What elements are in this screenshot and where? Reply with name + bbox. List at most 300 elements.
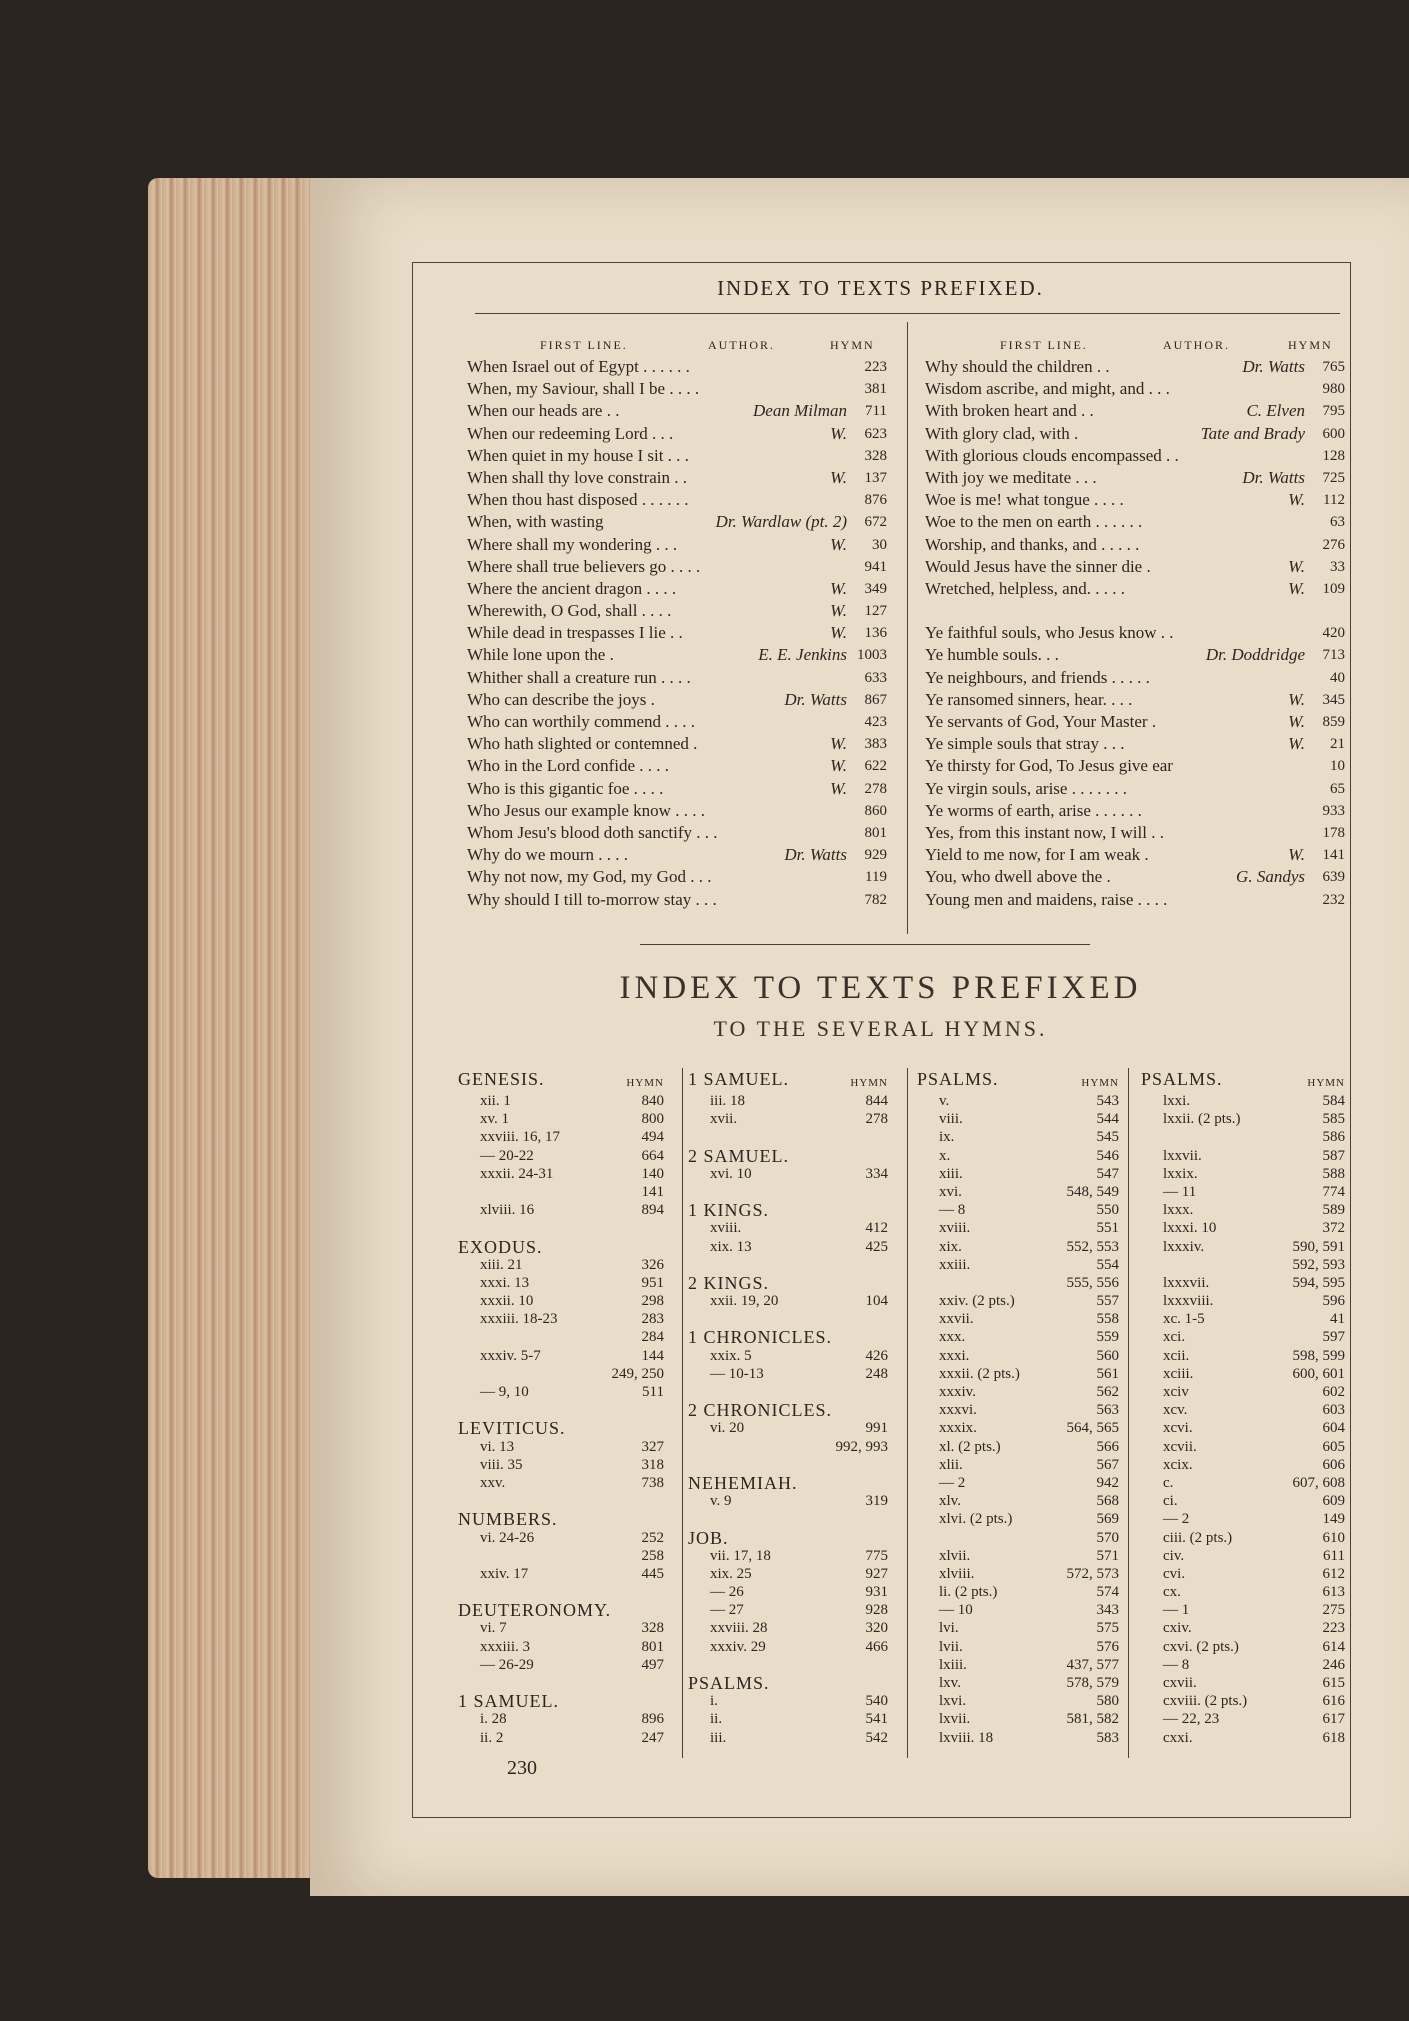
author-name: W. [1288, 490, 1305, 510]
text-reference-row [458, 1310, 664, 1328]
book-name: 1 SAMUEL. [458, 1691, 560, 1712]
hymn-number: 590, 591 [1292, 1238, 1345, 1255]
hymn-number: 466 [865, 1638, 888, 1655]
first-line-text: Wherewith, O God, shall . . . . [467, 601, 672, 621]
text-reference-row [458, 1438, 664, 1456]
index-row [925, 844, 1345, 866]
book-heading [458, 1692, 664, 1710]
hymn-number: 284 [641, 1329, 664, 1346]
hymn-number: 664 [641, 1147, 664, 1164]
text-reference-row [458, 1529, 664, 1547]
section-rule [640, 944, 1090, 945]
text-reference-row [688, 1492, 888, 1510]
text-reference-row [1141, 1729, 1345, 1747]
scripture-reference: lxviii. 18 [939, 1729, 994, 1746]
text-reference-row [688, 1183, 888, 1201]
scripture-reference: cvi. [1163, 1565, 1186, 1582]
hymn-number: 552, 553 [1066, 1238, 1119, 1255]
first-line-text: Why not now, my God, my God . . . [467, 867, 712, 887]
text-reference-row [917, 1529, 1119, 1547]
text-reference-row [688, 1583, 888, 1601]
scripture-reference: xxii. 19, 20 [710, 1293, 779, 1310]
text-reference-row [917, 1456, 1119, 1474]
first-line-text: When thou hast disposed . . . . . . [467, 490, 689, 510]
hymn-number: 112 [1323, 492, 1345, 509]
text-reference-row [917, 1510, 1119, 1528]
scripture-reference: lxvi. [939, 1693, 967, 1710]
hymn-number: 586 [1322, 1129, 1345, 1146]
text-reference-row [458, 1256, 664, 1274]
hymn-number: 725 [1322, 469, 1345, 486]
index-row [467, 445, 887, 467]
text-reference-row [458, 1474, 664, 1492]
text-reference-row [458, 1565, 664, 1583]
book-heading [458, 1238, 664, 1256]
text-reference-row [917, 1583, 1119, 1601]
hymn-number: 104 [865, 1293, 888, 1310]
texts-column-1 [458, 1070, 664, 1747]
author-name: W. [830, 778, 847, 798]
hymn-number: 246 [1322, 1656, 1345, 1673]
first-line-text: Where shall my wondering . . . [467, 534, 678, 554]
text-reference-row [688, 1383, 888, 1401]
author-name: Dr. Doddridge [1205, 645, 1305, 665]
hymn-number: 598, 599 [1292, 1347, 1345, 1364]
hymn-number: 232 [1322, 891, 1345, 908]
text-reference-row [688, 1692, 888, 1710]
hymn-number: 560 [1096, 1347, 1119, 1364]
book-heading [458, 1070, 664, 1092]
author-name: W. [830, 423, 847, 443]
index-row [467, 556, 887, 578]
text-reference-row [458, 1619, 664, 1637]
author-name: Dr. Watts [784, 689, 847, 709]
scripture-reference: cxxi. [1163, 1729, 1193, 1746]
text-reference-row [1141, 1347, 1345, 1365]
scripture-reference: vii. 17, 18 [710, 1547, 771, 1564]
hymn-number: 563 [1096, 1402, 1119, 1419]
text-reference-row [917, 1365, 1119, 1383]
scripture-reference: xxiv. (2 pts.) [939, 1293, 1015, 1310]
text-reference-row [688, 1419, 888, 1437]
first-line-text: You, who dwell above the . [925, 867, 1111, 887]
text-reference-row [917, 1219, 1119, 1237]
first-line-text: Ye simple souls that stray . . . [925, 734, 1125, 754]
book-name: 1 CHRONICLES. [688, 1327, 833, 1348]
text-reference-row [1141, 1383, 1345, 1401]
scripture-reference: xxvii. [939, 1311, 974, 1328]
hymn-number: 248 [865, 1365, 888, 1382]
text-reference-row [688, 1310, 888, 1328]
hymn-number: 555, 556 [1066, 1274, 1119, 1291]
text-reference-row [688, 1456, 888, 1474]
first-line-text: Woe is me! what tongue . . . . [925, 490, 1124, 510]
text-reference-row [1141, 1510, 1345, 1528]
scripture-reference: civ. [1163, 1547, 1185, 1564]
first-line-text: Worship, and thanks, and . . . . . [925, 534, 1140, 554]
hymn-column-header: HYMN [626, 1077, 664, 1089]
hymn-number: 801 [641, 1638, 664, 1655]
text-reference-row [1141, 1619, 1345, 1637]
hymn-number: 594, 595 [1292, 1274, 1345, 1291]
first-line-text: Woe to the men on earth . . . . . . [925, 512, 1143, 532]
scripture-reference: xxix. 5 [710, 1347, 752, 1364]
index-row [925, 467, 1345, 489]
hymn-number: 383 [864, 736, 887, 753]
hymn-number: 141 [641, 1183, 664, 1200]
hymn-number: 584 [1322, 1093, 1345, 1109]
book-name: DEUTERONOMY. [458, 1600, 612, 1621]
scripture-reference: vi. 13 [480, 1438, 515, 1455]
scripture-reference: — 27 [710, 1602, 744, 1619]
text-reference-row [1141, 1147, 1345, 1165]
text-reference-row [458, 1110, 664, 1128]
book-name: PSALMS. [917, 1069, 999, 1089]
index-row [467, 689, 887, 711]
hymn-number: 609 [1322, 1493, 1345, 1510]
scripture-reference: iii. 18 [710, 1093, 746, 1109]
first-line-text: When, with wasting [467, 512, 604, 532]
first-line-text: Wretched, helpless, and. . . . . [925, 578, 1125, 598]
hymn-number: 548, 549 [1066, 1183, 1119, 1200]
hymn-number: 600 [1322, 425, 1345, 442]
text-reference-row [917, 1565, 1119, 1583]
hymn-number: 928 [865, 1602, 888, 1619]
scripture-reference: v. [939, 1093, 950, 1109]
index-row [925, 622, 1345, 644]
hymn-number: 423 [864, 714, 887, 730]
hymn-number: 581, 582 [1066, 1711, 1119, 1728]
hymn-number: 223 [1322, 1620, 1345, 1637]
text-reference-row [1141, 1292, 1345, 1310]
first-line-text: Ye humble souls. . . [925, 645, 1059, 665]
scripture-reference: xxx. [939, 1329, 966, 1346]
scripture-reference: lxxxi. 10 [1163, 1220, 1217, 1237]
first-line-text: Ye ransomed sinners, hear. . . . [925, 689, 1133, 709]
scripture-reference: — 26-29 [480, 1656, 534, 1673]
index-row [925, 511, 1345, 533]
scripture-reference: xlviii. 16 [480, 1202, 535, 1219]
book-name: PSALMS. [1141, 1069, 1223, 1089]
scripture-reference: xiii. [939, 1165, 963, 1182]
scripture-reference: cxviii. (2 pts.) [1163, 1693, 1248, 1710]
hymn-number: 585 [1322, 1111, 1345, 1128]
hymn-number: 929 [864, 847, 887, 864]
text-reference-row [1141, 1438, 1345, 1456]
hymn-number: 588 [1322, 1165, 1345, 1182]
index-row [467, 511, 887, 533]
text-reference-row [688, 1238, 888, 1256]
hymn-number: 343 [1096, 1602, 1119, 1619]
hymn-number: 320 [865, 1620, 888, 1637]
hymn-number: 592, 593 [1292, 1256, 1345, 1273]
scripture-reference: xxviii. 16, 17 [480, 1129, 561, 1146]
hymn-number: 558 [1096, 1311, 1119, 1328]
hymn-number: 10 [1330, 758, 1345, 775]
scripture-reference: viii. [939, 1111, 963, 1128]
hymn-number: 542 [865, 1729, 888, 1746]
text-reference-row [917, 1692, 1119, 1710]
hymn-number: 610 [1322, 1529, 1345, 1546]
book-heading [458, 1510, 664, 1528]
index-row [925, 733, 1345, 755]
text-reference-row [688, 1729, 888, 1747]
running-head: INDEX TO TEXTS PREFIXED. [717, 276, 1044, 300]
hymn-number: 622 [864, 758, 887, 775]
hymn-number: 587 [1322, 1147, 1345, 1164]
text-reference-row [1141, 1565, 1345, 1583]
hymn-number: 258 [641, 1547, 664, 1564]
index-row [467, 711, 887, 733]
scripture-reference: xviii. [939, 1220, 971, 1237]
text-reference-row [458, 1201, 664, 1219]
author-name: W. [1288, 845, 1305, 865]
index-row [925, 644, 1345, 666]
scripture-reference: lxxix. [1163, 1165, 1198, 1182]
hymn-number: 738 [641, 1474, 664, 1491]
hymn-number: 41 [1330, 1311, 1345, 1328]
text-reference-row [688, 1110, 888, 1128]
hymn-number: 576 [1096, 1638, 1119, 1655]
hymn-number: 596 [1322, 1293, 1345, 1310]
index-row [925, 755, 1345, 777]
index-row [467, 489, 887, 511]
header-rule [475, 313, 1340, 314]
index-row [467, 800, 887, 822]
hymn-number: 613 [1322, 1584, 1345, 1601]
hymn-number: 349 [864, 580, 887, 597]
hymn-number: 319 [865, 1493, 888, 1510]
hymn-number: 119 [865, 869, 887, 886]
hymn-number: 860 [864, 802, 887, 819]
scripture-reference: xcvi. [1163, 1420, 1193, 1437]
hymn-number: 775 [865, 1547, 888, 1564]
text-reference-row [458, 1092, 664, 1110]
hymn-number: 765 [1322, 359, 1345, 375]
texts-column-divider [682, 1068, 683, 1758]
index-row [925, 778, 1345, 800]
text-reference-row [1141, 1492, 1345, 1510]
first-line-text: When our heads are . . [467, 401, 620, 421]
author-name: W. [830, 601, 847, 621]
first-line-text: Ye thirsty for God, To Jesus give ear [925, 756, 1173, 776]
text-reference-row [1141, 1710, 1345, 1728]
scripture-reference: — 10-13 [710, 1365, 764, 1382]
scripture-reference: xlv. [939, 1493, 961, 1510]
scripture-reference: — 2 [939, 1474, 966, 1491]
index-row [925, 445, 1345, 467]
hymn-number: 927 [865, 1565, 888, 1582]
text-reference-row [458, 1219, 664, 1237]
hymn-number: 318 [641, 1456, 664, 1473]
book-heading [688, 1274, 888, 1292]
text-reference-row [917, 1656, 1119, 1674]
scripture-reference: — 20-22 [480, 1147, 534, 1164]
text-reference-row [688, 1092, 888, 1110]
text-reference-row [1141, 1328, 1345, 1346]
scripture-reference: i. [710, 1693, 718, 1710]
first-line-text: Whom Jesu's blood doth sanctify . . . [467, 822, 718, 842]
right-first-line-header: FIRST LINE. [1000, 338, 1088, 352]
hymn-number: 570 [1096, 1529, 1119, 1546]
hymn-number: 782 [864, 891, 887, 908]
hymn-number: 149 [1322, 1511, 1345, 1528]
first-line-list-left [467, 356, 887, 911]
text-reference-row [688, 1619, 888, 1637]
scripture-reference: lxxx. [1163, 1202, 1194, 1219]
hymn-number: 412 [865, 1220, 888, 1237]
column-divider [907, 322, 908, 934]
text-reference-row [917, 1619, 1119, 1637]
scripture-reference: xxxii. 24-31 [480, 1165, 554, 1182]
scripture-reference: lxxii. (2 pts.) [1163, 1111, 1241, 1128]
text-reference-row [1141, 1183, 1345, 1201]
text-reference-row [1141, 1692, 1345, 1710]
hymn-number: 327 [641, 1438, 664, 1455]
text-reference-row [458, 1165, 664, 1183]
scripture-reference: xxxi. 13 [480, 1274, 530, 1291]
book-name: PSALMS. [688, 1673, 770, 1693]
text-reference-row [458, 1365, 664, 1383]
book-heading [688, 1147, 888, 1165]
scripture-reference: c. [1163, 1474, 1174, 1491]
hymn-number: 614 [1322, 1638, 1345, 1655]
index-row [925, 378, 1345, 400]
texts-column-4 [1141, 1070, 1345, 1747]
hymn-number: 546 [1096, 1147, 1119, 1164]
text-reference-row [688, 1128, 888, 1146]
scripture-reference: xxviii. 28 [710, 1620, 768, 1637]
book-heading [688, 1328, 888, 1346]
hymn-number: 801 [864, 824, 887, 841]
hymn-number: 1003 [857, 647, 887, 664]
text-reference-row [458, 1328, 664, 1346]
hymn-number: 571 [1096, 1547, 1119, 1564]
author-name: W. [830, 534, 847, 554]
text-reference-row [458, 1583, 664, 1601]
hymn-number: 298 [641, 1293, 664, 1310]
scripture-reference: xxv. [480, 1474, 506, 1491]
scripture-reference: xiii. 21 [480, 1256, 523, 1273]
text-reference-row [917, 1347, 1119, 1365]
scripture-reference: xxiii. [939, 1256, 971, 1273]
first-line-text: Who hath slighted or contemned . [467, 734, 698, 754]
index-row [467, 667, 887, 689]
scripture-reference: iii. [710, 1729, 727, 1746]
first-line-text: When quiet in my house I sit . . . [467, 445, 689, 465]
scripture-reference: lvii. [939, 1638, 963, 1655]
first-line-text: Ye servants of God, Your Master . [925, 712, 1157, 731]
hymn-number: 562 [1096, 1384, 1119, 1400]
text-reference-row [1141, 1128, 1345, 1146]
text-reference-row [917, 1110, 1119, 1128]
scripture-reference: xciv [1163, 1384, 1189, 1400]
hymn-number: 572, 573 [1066, 1565, 1119, 1582]
hymn-number: 951 [641, 1274, 664, 1291]
hymn-number: 840 [641, 1093, 664, 1109]
scripture-reference: xlii. [939, 1456, 963, 1473]
first-line-text: Ye faithful souls, who Jesus know . . [925, 623, 1174, 643]
text-reference-row [917, 1274, 1119, 1292]
scripture-reference: x. [939, 1147, 951, 1164]
hymn-number: 603 [1322, 1402, 1345, 1419]
first-line-text: With glory clad, with . [925, 423, 1079, 443]
scripture-reference: lxxxiv. [1163, 1238, 1205, 1255]
scripture-reference: xxxiii. 3 [480, 1638, 531, 1655]
text-reference-row [688, 1165, 888, 1183]
hymn-number: 568 [1096, 1493, 1119, 1510]
hymn-number: 109 [1322, 580, 1345, 597]
text-reference-row [917, 1547, 1119, 1565]
text-reference-row [458, 1547, 664, 1565]
hymn-number: 859 [1322, 714, 1345, 730]
book-name: NUMBERS. [458, 1509, 558, 1530]
text-reference-row [917, 1419, 1119, 1437]
text-reference-row [688, 1292, 888, 1310]
hymn-number: 141 [1322, 847, 1345, 864]
scripture-reference: lxv. [939, 1675, 961, 1691]
text-reference-row [917, 1183, 1119, 1201]
first-line-text: Why should I till to-morrow stay . . . [467, 889, 717, 909]
index-row [925, 578, 1345, 600]
scripture-reference: xxxii. 10 [480, 1293, 534, 1310]
first-line-text: With glorious clouds encompassed . . [925, 445, 1179, 465]
index-row [925, 356, 1345, 378]
text-reference-row [458, 1710, 664, 1728]
index-row [925, 866, 1345, 888]
book-heading [458, 1601, 664, 1619]
text-reference-row [458, 1656, 664, 1674]
text-reference-row [1141, 1638, 1345, 1656]
hymn-number: 547 [1096, 1165, 1119, 1182]
scripture-reference: xxxix. [939, 1420, 977, 1437]
text-reference-row [458, 1383, 664, 1401]
scripture-reference: xxxiv. [939, 1384, 976, 1400]
hymn-number: 554 [1096, 1256, 1119, 1273]
text-reference-row [1141, 1529, 1345, 1547]
first-line-text: Why do we mourn . . . . [467, 845, 629, 865]
hymn-number: 711 [865, 403, 887, 420]
hymn-number: 567 [1096, 1456, 1119, 1473]
scripture-reference: xv. 1 [480, 1111, 510, 1128]
hymn-number: 575 [1096, 1620, 1119, 1637]
hymn-number: 933 [1322, 802, 1345, 819]
scripture-reference: xxxii. (2 pts.) [939, 1365, 1020, 1382]
first-line-text: While lone upon the . [467, 645, 614, 665]
scripture-reference: — 8 [1163, 1656, 1190, 1673]
hymn-number: 247 [641, 1729, 664, 1746]
text-reference-row [917, 1638, 1119, 1656]
hymn-number: 223 [864, 359, 887, 375]
hymn-number: 127 [864, 603, 887, 620]
text-reference-row [1141, 1110, 1345, 1128]
scripture-reference: cxvi. (2 pts.) [1163, 1638, 1239, 1655]
text-reference-row [1141, 1238, 1345, 1256]
first-line-text: With broken heart and . . [925, 401, 1094, 421]
index-row [467, 534, 887, 556]
hymn-number: 566 [1096, 1438, 1119, 1455]
hymn-number: 437, 577 [1066, 1656, 1119, 1673]
index-row [925, 534, 1345, 556]
hymn-number: 276 [1322, 536, 1345, 553]
text-reference-row [1141, 1256, 1345, 1274]
hymn-number: 616 [1322, 1693, 1345, 1710]
hymn-number: 894 [641, 1202, 664, 1219]
first-line-list-right [925, 356, 1345, 911]
first-line-text: Ye virgin souls, arise . . . . . . . [925, 778, 1127, 798]
hymn-number: 597 [1322, 1329, 1345, 1346]
first-line-text: Who can describe the joys . [467, 689, 655, 709]
